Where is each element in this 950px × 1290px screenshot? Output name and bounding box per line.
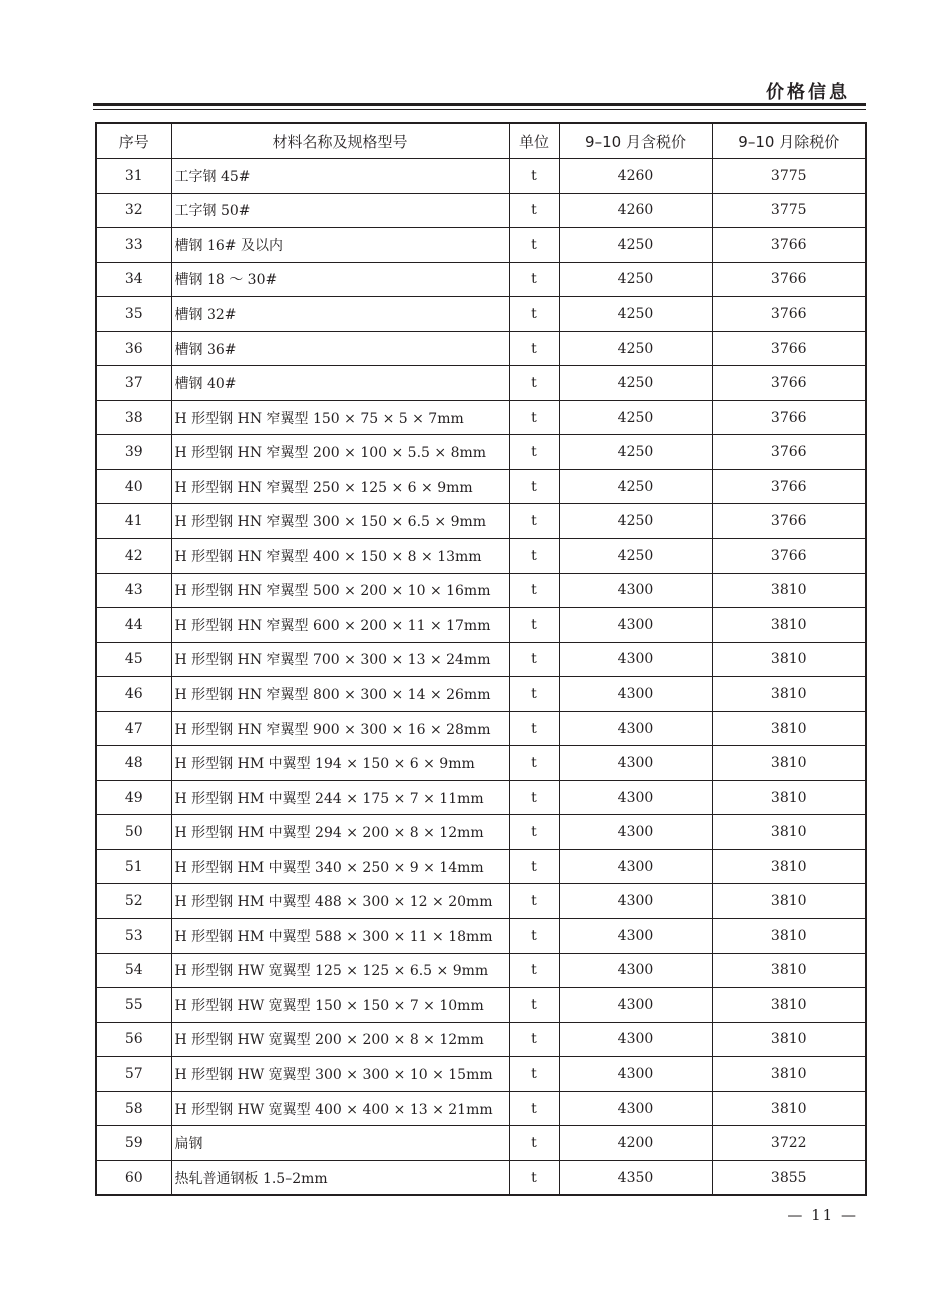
price-without-tax: 3766: [712, 228, 866, 263]
material-name: H 形型钢 HM 中翼型 588 × 300 × 11 × 18mm: [171, 919, 509, 954]
price-without-tax: 3810: [712, 746, 866, 781]
price-with-tax: 4300: [559, 953, 712, 988]
table-row: [96, 642, 866, 677]
material-name: H 形型钢 HM 中翼型 294 × 200 × 8 × 12mm: [171, 815, 509, 850]
unit: t: [509, 1126, 559, 1161]
table-row: [96, 746, 866, 781]
material-name: H 形型钢 HW 宽翼型 400 × 400 × 13 × 21mm: [171, 1091, 509, 1126]
price-with-tax: 4250: [559, 262, 712, 297]
price-with-tax: 4250: [559, 504, 712, 539]
row-number: 36: [96, 331, 171, 366]
table-row: [96, 988, 866, 1023]
table-row: [96, 366, 866, 401]
price-with-tax: 4300: [559, 573, 712, 608]
row-number: 33: [96, 228, 171, 263]
row-number: 56: [96, 1022, 171, 1057]
table-row: [96, 297, 866, 332]
row-number: 43: [96, 573, 171, 608]
price-without-tax: 3766: [712, 366, 866, 401]
price-with-tax: 4300: [559, 1091, 712, 1126]
price-without-tax: 3766: [712, 297, 866, 332]
unit: t: [509, 228, 559, 263]
column-header-price-tax: 9–10 月含税价: [559, 123, 712, 159]
price-without-tax: 3810: [712, 1022, 866, 1057]
price-with-tax: 4300: [559, 642, 712, 677]
table-row: [96, 953, 866, 988]
price-without-tax: 3766: [712, 262, 866, 297]
header-rule-thick: [93, 103, 866, 106]
price-with-tax: 4250: [559, 331, 712, 366]
material-name: H 形型钢 HN 窄翼型 150 × 75 × 5 × 7mm: [171, 400, 509, 435]
material-name: H 形型钢 HW 宽翼型 300 × 300 × 10 × 15mm: [171, 1057, 509, 1092]
unit: t: [509, 193, 559, 228]
material-name: H 形型钢 HM 中翼型 488 × 300 × 12 × 20mm: [171, 884, 509, 919]
material-name: H 形型钢 HN 窄翼型 500 × 200 × 10 × 16mm: [171, 573, 509, 608]
price-with-tax: 4250: [559, 539, 712, 574]
unit: t: [509, 953, 559, 988]
price-with-tax: 4300: [559, 1022, 712, 1057]
row-number: 52: [96, 884, 171, 919]
price-with-tax: 4260: [559, 193, 712, 228]
row-number: 42: [96, 539, 171, 574]
section-title: 价格信息: [766, 82, 850, 103]
row-number: 40: [96, 469, 171, 504]
unit: t: [509, 366, 559, 401]
row-number: 44: [96, 608, 171, 643]
unit: t: [509, 1057, 559, 1092]
material-name: H 形型钢 HM 中翼型 244 × 175 × 7 × 11mm: [171, 780, 509, 815]
material-name: H 形型钢 HN 窄翼型 900 × 300 × 16 × 28mm: [171, 711, 509, 746]
price-without-tax: 3855: [712, 1160, 866, 1195]
material-name: H 形型钢 HN 窄翼型 700 × 300 × 13 × 24mm: [171, 642, 509, 677]
price-without-tax: 3722: [712, 1126, 866, 1161]
table-row: [96, 228, 866, 263]
row-number: 59: [96, 1126, 171, 1161]
price-without-tax: 3810: [712, 953, 866, 988]
table-header-row: [96, 123, 866, 159]
row-number: 41: [96, 504, 171, 539]
row-number: 60: [96, 1160, 171, 1195]
row-number: 55: [96, 988, 171, 1023]
material-name: 工字钢 50#: [171, 193, 509, 228]
page-number: — 11 —: [787, 1206, 858, 1224]
price-with-tax: 4250: [559, 400, 712, 435]
unit: t: [509, 1091, 559, 1126]
price-with-tax: 4300: [559, 608, 712, 643]
table-row: [96, 193, 866, 228]
row-number: 53: [96, 919, 171, 954]
table-row: [96, 1022, 866, 1057]
table-row: [96, 849, 866, 884]
table-row: [96, 159, 866, 194]
price-without-tax: 3810: [712, 815, 866, 850]
material-name: H 形型钢 HN 窄翼型 600 × 200 × 11 × 17mm: [171, 608, 509, 643]
price-with-tax: 4300: [559, 711, 712, 746]
table-row: [96, 435, 866, 470]
unit: t: [509, 849, 559, 884]
row-number: 47: [96, 711, 171, 746]
row-number: 51: [96, 849, 171, 884]
table-row: [96, 400, 866, 435]
price-without-tax: 3810: [712, 849, 866, 884]
price-with-tax: 4300: [559, 1057, 712, 1092]
price-with-tax: 4300: [559, 677, 712, 712]
price-without-tax: 3810: [712, 919, 866, 954]
price-without-tax: 3775: [712, 193, 866, 228]
table-row: [96, 262, 866, 297]
unit: t: [509, 469, 559, 504]
material-name: H 形型钢 HW 宽翼型 150 × 150 × 7 × 10mm: [171, 988, 509, 1023]
table-row: [96, 919, 866, 954]
price-without-tax: 3766: [712, 331, 866, 366]
price-table: [95, 122, 867, 1196]
price-without-tax: 3775: [712, 159, 866, 194]
material-name: 槽钢 32#: [171, 297, 509, 332]
price-with-tax: 4250: [559, 366, 712, 401]
unit: t: [509, 711, 559, 746]
row-number: 37: [96, 366, 171, 401]
table-body: [96, 159, 866, 1196]
row-number: 58: [96, 1091, 171, 1126]
unit: t: [509, 884, 559, 919]
table-row: [96, 780, 866, 815]
price-without-tax: 3766: [712, 504, 866, 539]
price-without-tax: 3766: [712, 400, 866, 435]
unit: t: [509, 435, 559, 470]
column-header-name: 材料名称及规格型号: [171, 123, 509, 159]
material-name: 槽钢 36#: [171, 331, 509, 366]
unit: t: [509, 988, 559, 1023]
table-row: [96, 815, 866, 850]
unit: t: [509, 919, 559, 954]
column-header-unit: 单位: [509, 123, 559, 159]
unit: t: [509, 297, 559, 332]
price-without-tax: 3766: [712, 469, 866, 504]
unit: t: [509, 573, 559, 608]
material-name: H 形型钢 HW 宽翼型 200 × 200 × 8 × 12mm: [171, 1022, 509, 1057]
material-name: 槽钢 18 ～ 30#: [171, 262, 509, 297]
unit: t: [509, 504, 559, 539]
price-without-tax: 3810: [712, 988, 866, 1023]
row-number: 35: [96, 297, 171, 332]
material-name: H 形型钢 HM 中翼型 194 × 150 × 6 × 9mm: [171, 746, 509, 781]
table-row: [96, 469, 866, 504]
unit: t: [509, 400, 559, 435]
unit: t: [509, 677, 559, 712]
material-name: 工字钢 45#: [171, 159, 509, 194]
table-row: [96, 539, 866, 574]
row-number: 39: [96, 435, 171, 470]
material-name: H 形型钢 HN 窄翼型 300 × 150 × 6.5 × 9mm: [171, 504, 509, 539]
column-header-no: 序号: [96, 123, 171, 159]
table-row: [96, 1126, 866, 1161]
unit: t: [509, 815, 559, 850]
table-row: [96, 331, 866, 366]
price-without-tax: 3810: [712, 711, 866, 746]
column-header-price-notax: 9–10 月除税价: [712, 123, 866, 159]
price-without-tax: 3810: [712, 573, 866, 608]
table-row: [96, 608, 866, 643]
material-name: 槽钢 16# 及以内: [171, 228, 509, 263]
price-without-tax: 3766: [712, 435, 866, 470]
price-with-tax: 4250: [559, 228, 712, 263]
price-with-tax: 4250: [559, 297, 712, 332]
row-number: 31: [96, 159, 171, 194]
price-with-tax: 4300: [559, 849, 712, 884]
table-row: [96, 677, 866, 712]
row-number: 38: [96, 400, 171, 435]
material-name: H 形型钢 HN 窄翼型 800 × 300 × 14 × 26mm: [171, 677, 509, 712]
price-without-tax: 3810: [712, 1057, 866, 1092]
unit: t: [509, 331, 559, 366]
row-number: 49: [96, 780, 171, 815]
price-with-tax: 4300: [559, 884, 712, 919]
row-number: 45: [96, 642, 171, 677]
table-row: [96, 504, 866, 539]
unit: t: [509, 608, 559, 643]
unit: t: [509, 1022, 559, 1057]
price-with-tax: 4200: [559, 1126, 712, 1161]
material-name: 槽钢 40#: [171, 366, 509, 401]
unit: t: [509, 642, 559, 677]
price-without-tax: 3810: [712, 780, 866, 815]
price-without-tax: 3766: [712, 539, 866, 574]
row-number: 50: [96, 815, 171, 850]
table-row: [96, 1091, 866, 1126]
row-number: 57: [96, 1057, 171, 1092]
price-without-tax: 3810: [712, 884, 866, 919]
unit: t: [509, 539, 559, 574]
material-name: H 形型钢 HM 中翼型 340 × 250 × 9 × 14mm: [171, 849, 509, 884]
price-with-tax: 4350: [559, 1160, 712, 1195]
unit: t: [509, 780, 559, 815]
price-without-tax: 3810: [712, 677, 866, 712]
unit: t: [509, 746, 559, 781]
price-without-tax: 3810: [712, 608, 866, 643]
row-number: 54: [96, 953, 171, 988]
table-row: [96, 1160, 866, 1195]
material-name: H 形型钢 HN 窄翼型 400 × 150 × 8 × 13mm: [171, 539, 509, 574]
row-number: 34: [96, 262, 171, 297]
price-without-tax: 3810: [712, 1091, 866, 1126]
row-number: 46: [96, 677, 171, 712]
table-row: [96, 884, 866, 919]
price-with-tax: 4250: [559, 469, 712, 504]
price-with-tax: 4300: [559, 919, 712, 954]
price-with-tax: 4300: [559, 815, 712, 850]
row-number: 48: [96, 746, 171, 781]
price-with-tax: 4250: [559, 435, 712, 470]
material-name: H 形型钢 HW 宽翼型 125 × 125 × 6.5 × 9mm: [171, 953, 509, 988]
material-name: 热轧普通钢板 1.5–2mm: [171, 1160, 509, 1195]
unit: t: [509, 159, 559, 194]
material-name: H 形型钢 HN 窄翼型 250 × 125 × 6 × 9mm: [171, 469, 509, 504]
table-row: [96, 711, 866, 746]
unit: t: [509, 262, 559, 297]
price-with-tax: 4300: [559, 988, 712, 1023]
price-with-tax: 4260: [559, 159, 712, 194]
table-row: [96, 1057, 866, 1092]
unit: t: [509, 1160, 559, 1195]
table-row: [96, 573, 866, 608]
material-name: 扁钢: [171, 1126, 509, 1161]
price-without-tax: 3810: [712, 642, 866, 677]
material-name: H 形型钢 HN 窄翼型 200 × 100 × 5.5 × 8mm: [171, 435, 509, 470]
price-with-tax: 4300: [559, 780, 712, 815]
price-with-tax: 4300: [559, 746, 712, 781]
header-rule-thin: [93, 109, 866, 110]
row-number: 32: [96, 193, 171, 228]
